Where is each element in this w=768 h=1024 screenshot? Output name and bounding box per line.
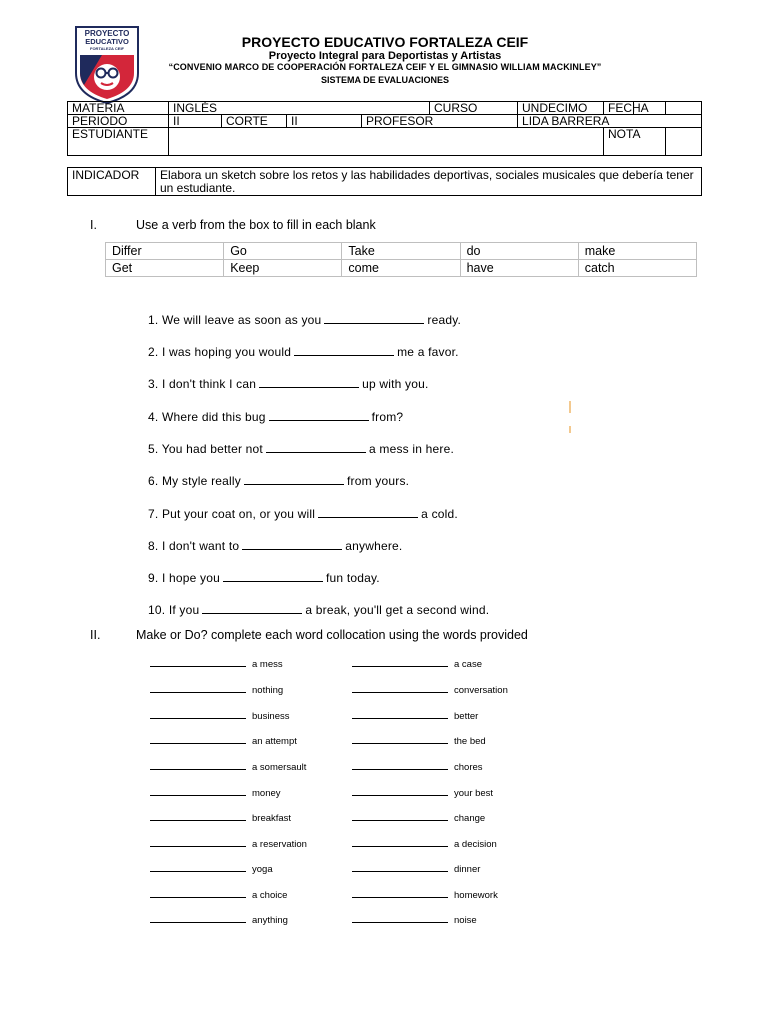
sentence-before: 6. My style really — [148, 474, 241, 488]
sentence-before: 7. Put your coat on, or you will — [148, 507, 316, 521]
nota-label: NOTA — [604, 128, 666, 156]
collocation-item — [352, 811, 485, 824]
sentence-after: anywhere. — [345, 539, 403, 553]
indicador-label: INDICADOR — [68, 168, 156, 196]
sentence-item — [148, 603, 489, 617]
collocation-word: noise — [454, 915, 477, 926]
collocation-word: a reservation — [252, 839, 307, 850]
collocation-item — [352, 709, 478, 722]
indicador-text: Elabora un sketch sobre los retos y las habilidades deportivas, sociales musicales que debería tener un estudiante. — [156, 168, 702, 196]
answer-blank[interactable] — [150, 683, 246, 693]
school-logo — [72, 25, 142, 105]
collocation-word: nothing — [252, 685, 284, 696]
corte-value: II — [287, 115, 362, 128]
collocation-word: money — [252, 788, 281, 799]
answer-blank[interactable] — [150, 760, 246, 770]
logo-line-3: FORTALEZA CEIF — [90, 46, 124, 51]
fecha-label: FECHA — [604, 102, 634, 115]
answer-blank[interactable] — [352, 657, 448, 667]
collocation-item — [352, 734, 486, 747]
collocation-word: conversation — [454, 685, 508, 696]
answer-blank[interactable] — [150, 811, 246, 821]
verb-cell: Go — [224, 243, 342, 260]
collocation-item — [352, 786, 493, 799]
verb-cell: Take — [342, 243, 460, 260]
collocation-word: a decision — [454, 839, 497, 850]
collocation-item — [352, 888, 498, 901]
collocation-item — [150, 760, 306, 773]
collocation-item — [150, 786, 281, 799]
collocation-word: the bed — [454, 736, 486, 747]
answer-blank[interactable] — [242, 539, 342, 550]
answer-blank[interactable] — [269, 410, 369, 421]
sentence-before: 3. I don't think I can — [148, 377, 257, 391]
collocation-item — [352, 657, 482, 670]
answer-blank[interactable] — [150, 862, 246, 872]
answer-blank[interactable] — [244, 474, 344, 485]
verb-cell: make — [578, 243, 696, 260]
sentence-before: 1. We will leave as soon as you — [148, 313, 322, 327]
periodo-label: PERIODO — [68, 115, 169, 128]
collocation-word: dinner — [454, 864, 481, 875]
collocation-word: a choice — [252, 890, 288, 901]
collocation-item — [150, 811, 291, 824]
collocation-item — [150, 888, 287, 901]
collocation-word: chores — [454, 762, 483, 773]
answer-blank[interactable] — [324, 313, 424, 324]
sentence-after: from yours. — [346, 474, 410, 488]
collocation-item — [352, 862, 480, 875]
answer-blank[interactable] — [352, 913, 448, 923]
sentence-before: 10. If you — [148, 603, 200, 617]
collocation-item — [352, 683, 508, 696]
sentence-after: a break, you'll get a second wind. — [305, 603, 490, 617]
answer-blank[interactable] — [150, 913, 246, 923]
sentence-item — [148, 539, 402, 553]
collocation-word: a case — [454, 659, 482, 670]
curso-label: CURSO — [430, 102, 518, 115]
verb-box — [105, 242, 697, 277]
sentence-item — [148, 410, 403, 424]
collocation-word: anything — [252, 915, 288, 926]
collocation-word: your best — [454, 788, 494, 799]
document-title: PROYECTO EDUCATIVO FORTALEZA CEIF — [241, 34, 529, 50]
answer-blank[interactable] — [294, 345, 394, 356]
verb-cell: have — [460, 260, 578, 277]
fecha-field-2[interactable] — [666, 102, 702, 115]
collocation-item — [150, 734, 297, 747]
sentence-item — [148, 474, 409, 488]
verb-cell: do — [460, 243, 578, 260]
answer-blank[interactable] — [352, 862, 448, 872]
corte-label: CORTE — [222, 115, 287, 128]
materia-value: INGLÉS — [169, 102, 430, 115]
answer-blank[interactable] — [223, 571, 323, 582]
materia-label: MATERIA — [68, 102, 169, 115]
collocation-item — [150, 837, 307, 850]
collocation-item — [352, 837, 497, 850]
answer-blank[interactable] — [352, 811, 448, 821]
answer-blank[interactable] — [352, 888, 448, 898]
sentence-after: a mess in here. — [368, 442, 455, 456]
sentence-item — [148, 377, 429, 391]
logo-line-1: PROYECTO — [84, 29, 130, 38]
verb-cell: catch — [578, 260, 696, 277]
profesor-value: LIDA BARRERA — [518, 115, 702, 128]
sentence-before: 4. Where did this bug — [148, 410, 266, 424]
collocation-item — [150, 683, 283, 696]
collocation-word: yoga — [252, 864, 273, 875]
student-info-table — [67, 101, 702, 156]
collocation-word: a somersault — [252, 762, 307, 773]
profesor-label: PROFESOR — [362, 115, 518, 128]
convenio-line: “CONVENIO MARCO DE COOPERACIÓN FORTALEZA CEIF Y EL GIMNASIO WILLIAM MACKINLEY” — [168, 62, 602, 72]
sentence-item — [148, 313, 461, 327]
document-subtitle: Proyecto Integral para Deportistas y Artistas — [268, 50, 502, 62]
sentence-before: 2. I was hoping you would — [148, 345, 292, 359]
sentence-after: up with you. — [362, 377, 429, 391]
estudiante-label: ESTUDIANTE — [68, 128, 169, 156]
section-2-number: II. — [90, 628, 101, 642]
collocation-item — [150, 862, 273, 875]
answer-blank[interactable] — [202, 603, 302, 614]
answer-blank[interactable] — [352, 837, 448, 847]
sentence-after: a cold. — [421, 507, 458, 521]
indicador-table — [67, 167, 702, 196]
answer-blank[interactable] — [150, 657, 246, 667]
sentence-item — [148, 507, 458, 521]
nota-field[interactable] — [666, 128, 702, 156]
collocation-word: business — [252, 711, 290, 722]
collocation-item — [352, 913, 477, 926]
periodo-value: II — [169, 115, 222, 128]
sentence-before: 5. You had better not — [148, 442, 263, 456]
answer-blank[interactable] — [318, 507, 418, 518]
sentence-item — [148, 345, 459, 359]
answer-blank[interactable] — [259, 377, 359, 388]
answer-blank[interactable] — [352, 786, 448, 796]
scan-mark — [569, 401, 571, 413]
system-line: SISTEMA DE EVALUACIONES — [320, 75, 449, 85]
sentence-after: ready. — [427, 313, 462, 327]
section-2-instruction: Make or Do? complete each word collocation using the words provided — [136, 628, 528, 642]
answer-blank[interactable] — [266, 442, 366, 453]
answer-blank[interactable] — [352, 709, 448, 719]
collocation-word: homework — [454, 890, 498, 901]
section-1-number: I. — [90, 218, 97, 232]
estudiante-field[interactable] — [169, 128, 604, 156]
answer-blank[interactable] — [352, 683, 448, 693]
answer-blank[interactable] — [150, 888, 246, 898]
sentence-before: 9. I hope you — [148, 571, 220, 585]
verb-cell: come — [342, 260, 460, 277]
verb-cell: Keep — [224, 260, 342, 277]
sentence-before: 8. I don't want to — [148, 539, 240, 553]
collocation-item — [150, 657, 283, 670]
collocation-word: an attempt — [252, 736, 297, 747]
sentence-after: from? — [371, 410, 404, 424]
collocation-word: breakfast — [252, 813, 292, 824]
verb-cell: Get — [106, 260, 224, 277]
answer-blank[interactable] — [352, 760, 448, 770]
scan-mark — [569, 426, 571, 433]
sentence-after: fun today. — [326, 571, 380, 585]
logo-line-2: EDUCATIVO — [85, 37, 129, 46]
verb-cell: Differ — [106, 243, 224, 260]
collocation-word: a mess — [252, 659, 283, 670]
collocation-word: change — [454, 813, 486, 824]
collocation-word: better — [454, 711, 479, 722]
curso-value: UNDECIMO — [518, 102, 604, 115]
answer-blank[interactable] — [352, 734, 448, 744]
answer-blank[interactable] — [150, 709, 246, 719]
answer-blank[interactable] — [150, 837, 246, 847]
sentence-item — [148, 442, 454, 456]
sentence-item — [148, 571, 380, 585]
answer-blank[interactable] — [150, 786, 246, 796]
answer-blank[interactable] — [150, 734, 246, 744]
collocation-item — [352, 760, 483, 773]
collocation-item — [150, 709, 290, 722]
collocation-item — [150, 913, 288, 926]
section-1-instruction: Use a verb from the box to fill in each blank — [136, 218, 376, 232]
sentence-after: me a favor. — [397, 345, 459, 359]
